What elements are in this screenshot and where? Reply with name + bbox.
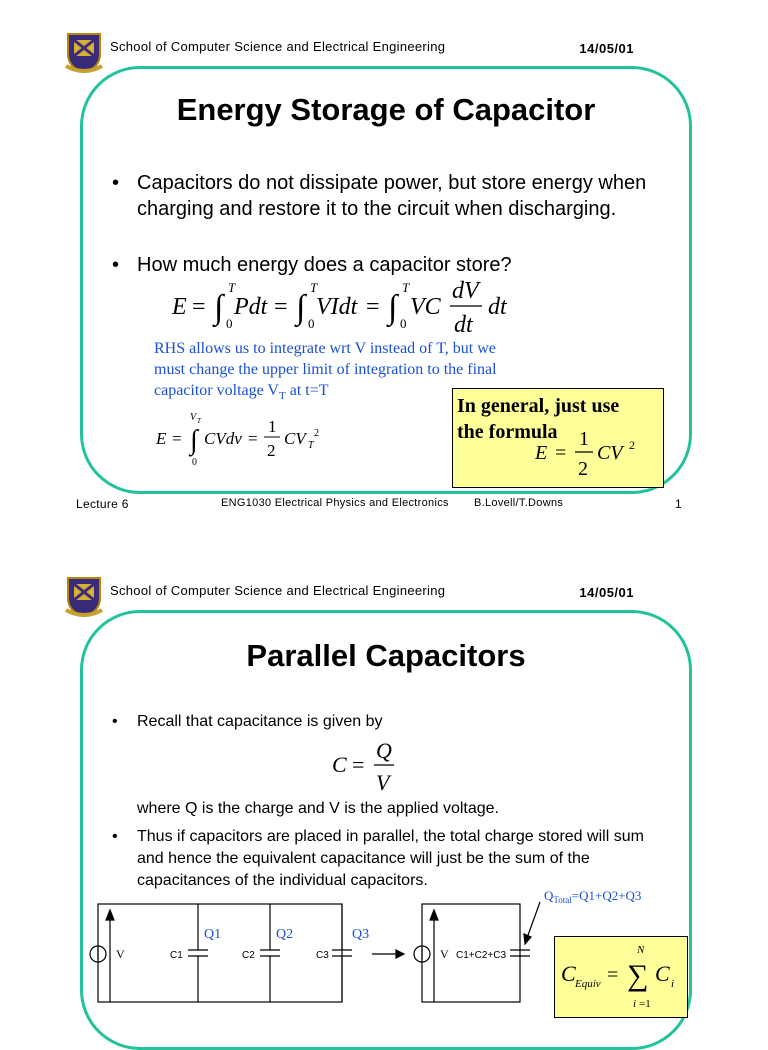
svg-text:0: 0 [308, 316, 315, 331]
box-line: In general, just use [457, 395, 620, 417]
svg-text:Equiv: Equiv [575, 978, 601, 990]
svg-text:VIdt: VIdt [316, 294, 358, 320]
svg-text:=: = [555, 442, 567, 464]
box-line: the formula [457, 421, 558, 443]
rhs-note-line: must change the upper limit of integration to the final [154, 361, 497, 378]
header-date: 14/05/01 [579, 41, 634, 56]
svg-text:∑: ∑ [627, 959, 649, 992]
svg-text:=: = [352, 752, 365, 777]
equivalent-capacitance-box [554, 936, 688, 1018]
svg-text:=: = [274, 294, 288, 320]
slide-parallel-capacitors [0, 546, 768, 1024]
bullet-dot: • [112, 254, 120, 276]
svg-text:=: = [248, 429, 258, 448]
header-date: 14/05/01 [579, 585, 634, 600]
total-charge-label [544, 888, 641, 905]
header-school: School of Computer Science and Electrical Engineering [110, 583, 446, 598]
svg-text:T: T [228, 280, 236, 295]
svg-text:CV: CV [597, 442, 623, 464]
total-charge-sum: =Q1+Q2+Q3 [571, 888, 642, 903]
svg-text:C: C [655, 961, 670, 986]
bullet-text: Recall that capacitance is given by [137, 713, 383, 730]
svg-text:dt: dt [488, 294, 507, 320]
svg-text:i: i [633, 998, 637, 1010]
rhs-note-line: RHS allows us to integrate wrt V instead of T, but we [154, 340, 496, 357]
charge-label-q2: Q2 [276, 927, 294, 942]
energy-formula [533, 425, 653, 485]
rhs-note-text: capacitor voltage V [154, 382, 279, 399]
bullet-text: How much energy does a capacitor store? [137, 254, 512, 276]
energy-integral-equation [170, 278, 530, 340]
svg-text:∫: ∫ [388, 289, 398, 326]
capacitor-label-c3: C3 [316, 950, 329, 961]
svg-text:T: T [197, 417, 201, 425]
svg-text:T: T [308, 440, 314, 451]
svg-text:T: T [310, 280, 318, 295]
bullet-dot: • [112, 172, 120, 194]
footer-authors: B.Lovell/T.Downs [474, 497, 564, 509]
bullet-item [112, 712, 672, 732]
svg-text:Pdt: Pdt [234, 294, 268, 320]
rhs-note [154, 338, 497, 407]
bullet-item [112, 170, 672, 222]
voltage-label: V [440, 947, 449, 961]
university-crest-icon [64, 30, 104, 74]
university-crest-icon [64, 574, 104, 618]
svg-text:∫: ∫ [190, 425, 198, 456]
where-text: where Q is the charge and V is the applied voltage. [137, 800, 499, 817]
equivalent-capacitor-label: C1+C2+C3 [456, 950, 507, 961]
svg-text:V: V [376, 770, 390, 795]
svg-text:E: E [172, 294, 187, 320]
capacitor-label-c2: C2 [242, 950, 255, 961]
svg-text:0: 0 [192, 457, 197, 468]
bullet-text: Thus if capacitors are placed in parallel, the total charge stored will sum and hence the equivalent capacitance will just be the sum of the capacitances of the individual capacitors. [137, 828, 644, 889]
svg-text:dt: dt [454, 312, 473, 338]
svg-text:V: V [190, 412, 197, 423]
svg-text:N: N [637, 944, 645, 956]
svg-text:CV: CV [284, 429, 306, 448]
charge-label-q1: Q1 [204, 927, 222, 942]
svg-text:=: = [172, 429, 182, 448]
general-formula-box [452, 388, 664, 488]
equivalent-capacitance-formula [555, 937, 687, 1017]
svg-text:=: = [366, 294, 380, 320]
slide-title: Parallel Capacitors [246, 638, 526, 673]
energy-v-integral-equation [150, 408, 350, 468]
svg-text:=: = [192, 294, 206, 320]
bullet-item [112, 252, 672, 278]
bullet-dot: • [112, 828, 118, 845]
svg-text:E: E [156, 429, 167, 448]
charge-label-q3: Q3 [352, 927, 370, 942]
svg-text:C: C [561, 961, 576, 986]
svg-text:2: 2 [267, 441, 276, 460]
voltage-label: V [116, 947, 125, 961]
svg-text:1: 1 [268, 417, 277, 436]
svg-text:C: C [332, 752, 347, 777]
svg-text:0: 0 [400, 316, 407, 331]
svg-text:dV: dV [452, 278, 479, 304]
footer-page-number: 1 [675, 497, 682, 511]
rhs-note-subscript: T [278, 390, 286, 403]
capacitor-label-c1: C1 [170, 950, 183, 961]
bullet-item [112, 826, 672, 892]
footer-lecture: Lecture 6 [76, 497, 129, 511]
svg-text:Q: Q [376, 738, 392, 763]
rhs-note-line [154, 380, 497, 407]
footer-course: ENG1030 Electrical Physics and Electronics [221, 497, 449, 509]
svg-text:CVdv: CVdv [204, 429, 242, 448]
capacitance-equation [330, 736, 410, 798]
svg-text:VC: VC [410, 294, 441, 320]
svg-text:∫: ∫ [296, 289, 306, 326]
bullet-text: Capacitors do not dissipate power, but store energy when charging and restore it to the circuit when discharging. [137, 172, 647, 220]
bullet-dot: • [112, 713, 118, 730]
svg-text:i: i [671, 978, 675, 990]
slide-title: Energy Storage of Capacitor [176, 92, 596, 127]
svg-text:2: 2 [314, 428, 319, 439]
svg-text:E: E [535, 442, 548, 464]
svg-text:T: T [402, 280, 410, 295]
svg-text:1: 1 [579, 428, 589, 450]
svg-text:0: 0 [226, 316, 233, 331]
svg-text:∫: ∫ [214, 289, 224, 326]
svg-text:=: = [607, 964, 619, 986]
svg-text:2: 2 [578, 458, 588, 480]
svg-text:=1: =1 [639, 998, 651, 1010]
header-school: School of Computer Science and Electrical Engineering [110, 39, 446, 54]
rhs-note-text: at t=T [285, 382, 329, 399]
total-charge-subscript: Total [553, 895, 572, 905]
svg-text:2: 2 [629, 438, 635, 452]
circuit-wire-left [98, 904, 342, 1002]
total-charge-q: Q [544, 888, 554, 903]
